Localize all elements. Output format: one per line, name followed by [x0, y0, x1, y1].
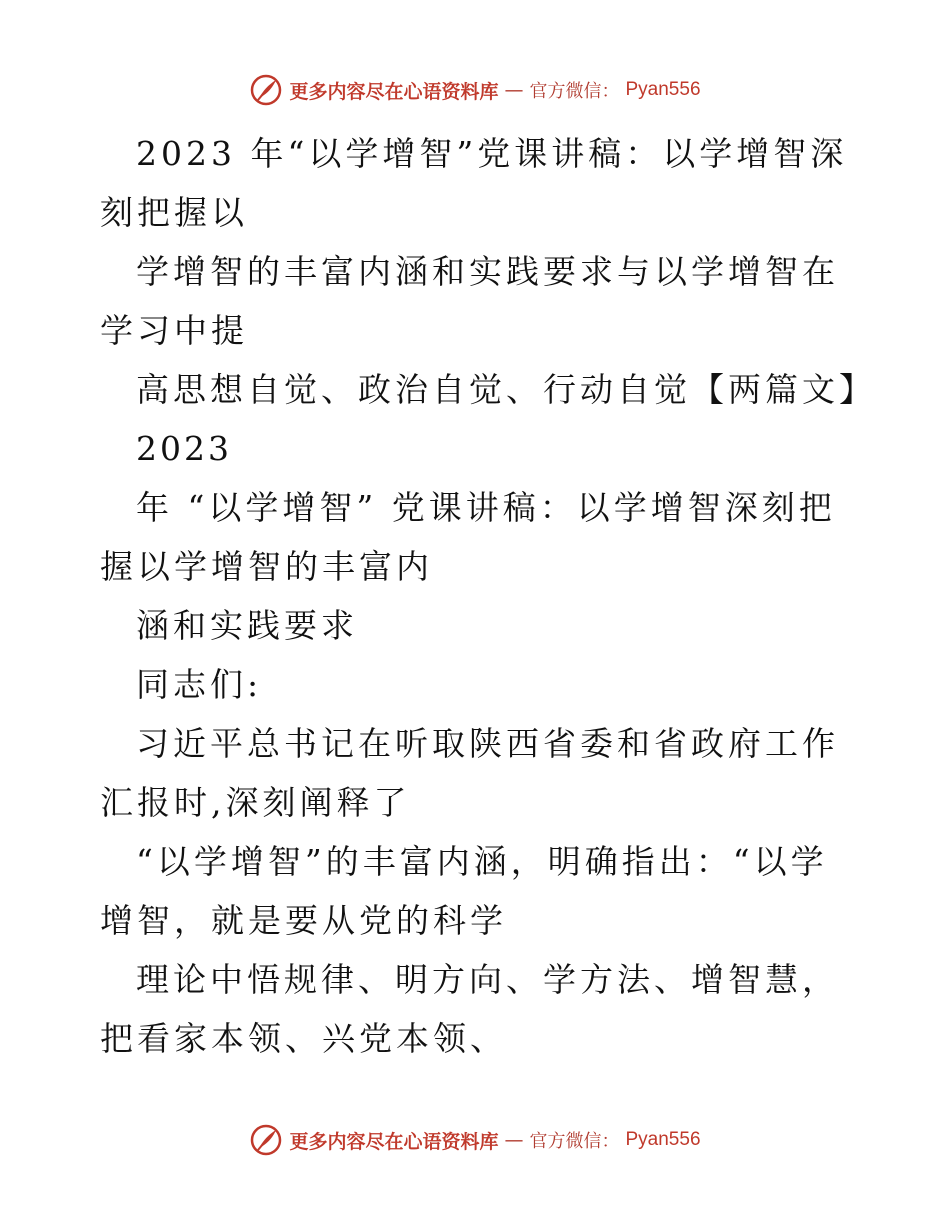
paragraph-7: 同志们: [136, 665, 263, 704]
document-body [100, 124, 876, 1068]
banner-title: 更多内容尽在心语资料库 [289, 80, 499, 103]
banner-wechat-id: Pyan556 [625, 79, 701, 100]
feather-pen-logo-icon [249, 1123, 283, 1157]
paragraph-4: 2023 [136, 429, 232, 468]
banner-title: 更多内容尽在心语资料库 [289, 1130, 499, 1153]
banner-dash: — [504, 79, 524, 101]
banner-wechat-label: 官方微信： [529, 1131, 620, 1152]
header-banner [0, 70, 950, 110]
banner-dash: — [504, 1129, 524, 1151]
paragraph-1: 2023 年“以学增智”党课讲稿：以学增智深刻把握以 [100, 134, 848, 232]
paragraph-2: 学增智的丰富内涵和实践要求与以学增智在学习中提 [100, 252, 839, 350]
paragraph-9: “以学增智”的丰富内涵，明确指出：“以学增智，就是要从党的科学 [100, 842, 828, 940]
paragraph-3: 高思想自觉、政治自觉、行动自觉【两篇文】 [136, 370, 876, 409]
banner-wechat-label: 官方微信： [529, 81, 620, 102]
paragraph-10: 理论中悟规律、明方向、学方法、增智慧，把看家本领、兴党本领、 [100, 960, 839, 1058]
paragraph-5: 年 “以学增智” 党课讲稿：以学增智深刻把握以学增智的丰富内 [100, 488, 836, 586]
footer-banner [0, 1120, 950, 1160]
paragraph-8: 习近平总书记在听取陕西省委和省政府工作汇报时,深刻阐释了 [100, 724, 839, 822]
paragraph-6: 涵和实践要求 [136, 606, 358, 645]
banner-wechat-id: Pyan556 [625, 1129, 701, 1150]
feather-pen-logo-icon [249, 73, 283, 107]
